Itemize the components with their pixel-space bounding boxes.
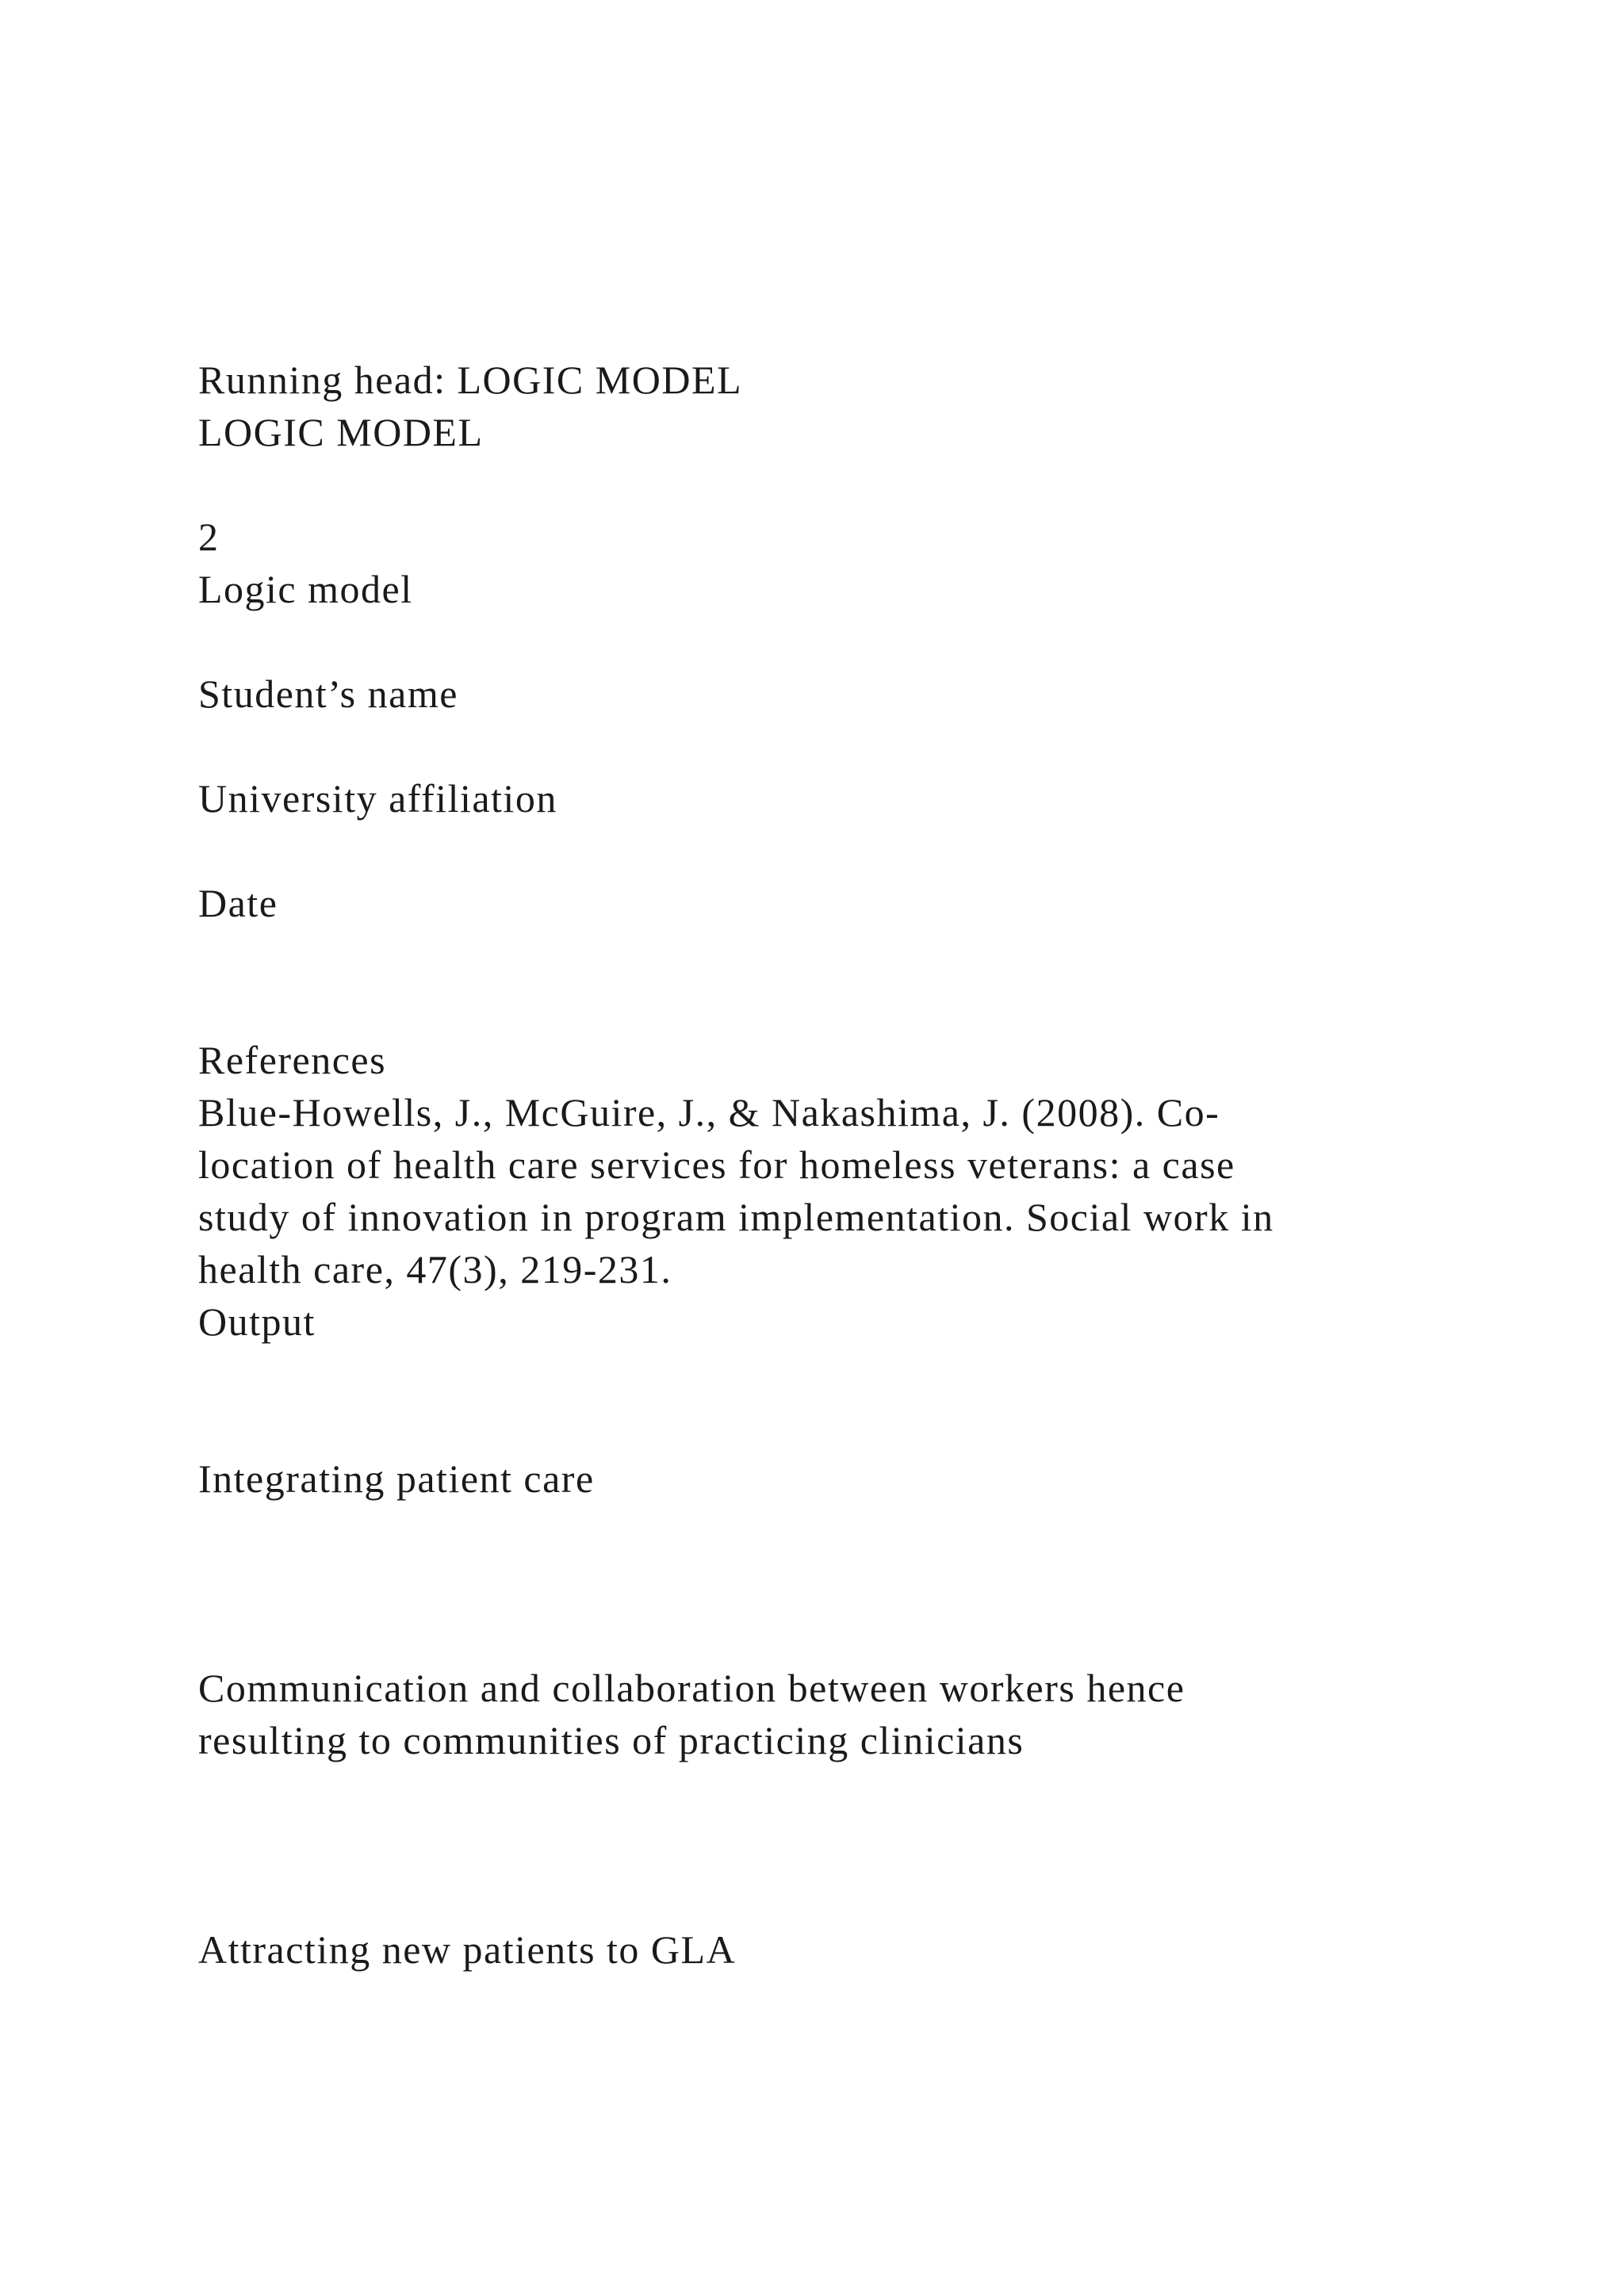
references-heading: References — [198, 1038, 387, 1082]
reference-line: study of innovation in program implementation. Social work in — [198, 1195, 1274, 1239]
output-item-attracting-patients: Attracting new patients to GLA — [198, 1927, 737, 1972]
paper-title: Logic model — [198, 567, 413, 611]
output-item-integrating-care: Integrating patient care — [198, 1456, 595, 1501]
output-heading: Output — [198, 1299, 316, 1344]
university-affiliation: University affiliation — [198, 776, 557, 821]
reference-line: health care, 47(3), 219-231. — [198, 1247, 672, 1292]
reference-line: Blue-Howells, J., McGuire, J., & Nakashima, J. (2008). Co- — [198, 1090, 1220, 1135]
date: Date — [198, 881, 278, 925]
running-head: Running head: LOGIC MODEL — [198, 358, 743, 402]
student-name: Student’s name — [198, 672, 458, 716]
reference-line: location of health care services for homeless veterans: a case — [198, 1142, 1235, 1187]
header-title: LOGIC MODEL — [198, 410, 484, 454]
output-item-communication: Communication and collaboration between workers hence — [198, 1666, 1185, 1710]
page-number: 2 — [198, 515, 220, 559]
output-item-communication-cont: resulting to communities of practicing clinicians — [198, 1718, 1025, 1762]
